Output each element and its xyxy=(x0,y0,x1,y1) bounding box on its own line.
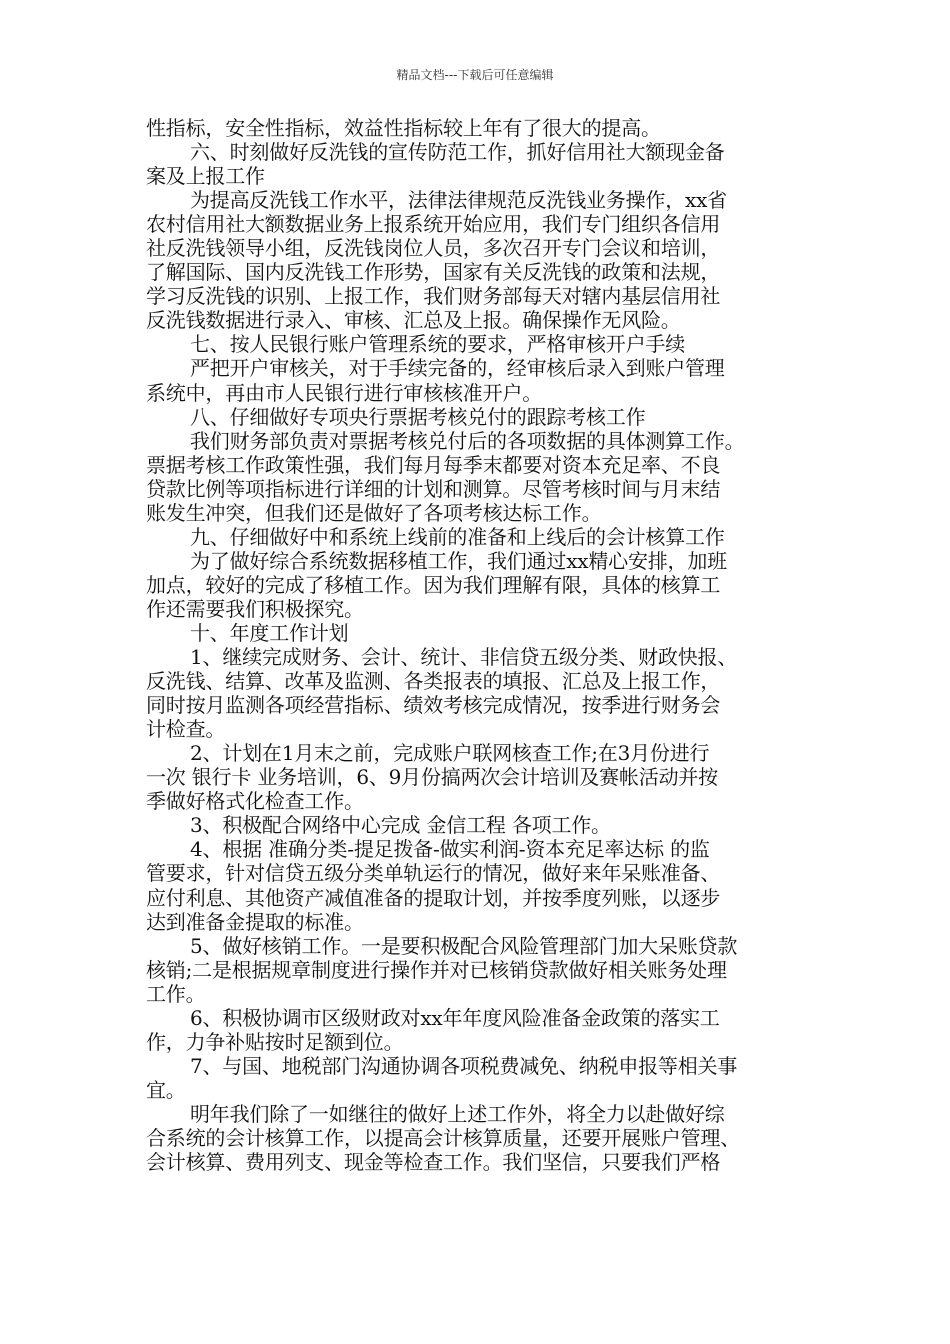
text-line: 九、仔细做好中和系统上线前的准备和上线后的会计核算工作 xyxy=(190,524,725,549)
text-line: 合系统的会计核算工作，以提高会计核算质量，还要开展账户管理、 xyxy=(146,1125,740,1150)
text-line: 宜。 xyxy=(146,1077,186,1102)
paragraph xyxy=(146,405,826,429)
paragraph xyxy=(146,429,826,525)
text-line: 明年我们除了一如继往的做好上述工作外，将全力以赴做好综 xyxy=(190,1101,725,1126)
paragraph xyxy=(146,741,826,813)
text-line: 2、计划在1月末之前，完成账户联网核查工作;在3月份进行 xyxy=(190,741,710,766)
text-line: 我们财务部负责对票据考核兑付后的各项数据的具体测算工作。 xyxy=(190,428,745,453)
text-line: 作，力争补贴按时足额到位。 xyxy=(146,1029,404,1054)
text-line: 七、按人民银行账户管理系统的要求，严格审核开户手续 xyxy=(190,332,685,357)
paragraph xyxy=(146,621,826,645)
paragraph xyxy=(146,356,826,404)
text-line: 贷款比例等项指标进行详细的计划和测算。尽管考核时间与月末结 xyxy=(146,476,721,501)
text-line: 反洗钱数据进行录入、审核、汇总及上报。确保操作无风险。 xyxy=(146,308,681,333)
text-line: 账发生冲突，但我们还是做好了各项考核达标工作。 xyxy=(146,500,602,525)
paragraph xyxy=(146,1006,826,1054)
text-line: 6、积极协调市区级财政对xx年年度风险准备金政策的落实工 xyxy=(190,1005,720,1030)
text-line: 十、年度工作计划 xyxy=(190,620,349,645)
text-line: 1、继续完成财务、会计、统计、非信贷五级分类、财政快报、 xyxy=(190,645,738,670)
text-line: 性指标，安全性指标，效益性指标较上年有了很大的提高。 xyxy=(146,116,661,140)
text-line: 核销;二是根据规章制度进行操作并对已核销贷款做好相关账务处理 xyxy=(146,957,727,982)
text-line: 八、仔细做好专项央行票据考核兑付的跟踪考核工作 xyxy=(190,404,646,429)
text-line: 农村信用社大额数据业务上报系统开始应用，我们专门组织各信用 xyxy=(146,212,721,237)
text-line: 案及上报工作 xyxy=(146,164,265,189)
text-line: 4、根据 准确分类-提足拨备-做实利润-资本充足率达标 的监 xyxy=(190,837,710,862)
document-body xyxy=(146,116,826,1174)
text-line: 反洗钱、结算、改革及监测、各类报表的填报、汇总及上报工作， xyxy=(146,669,721,694)
paragraph xyxy=(146,140,826,188)
text-line: 会计核算、费用列支、现金等检查工作。我们坚信，只要我们严格 xyxy=(146,1150,721,1175)
text-line: 同时按月监测各项经营指标、绩效考核完成情况，按季进行财务会 xyxy=(146,693,721,718)
text-line: 票据考核工作政策性强，我们每月每季末都要对资本充足率、不良 xyxy=(146,452,721,477)
paragraph xyxy=(146,934,826,1006)
text-line: 为了做好综合系统数据移植工作，我们通过xx精心安排，加班 xyxy=(190,548,727,573)
paragraph xyxy=(146,332,826,356)
text-line: 六、时刻做好反洗钱的宣传防范工作，抓好信用社大额现金备 xyxy=(190,140,725,165)
text-line: 加点，较好的完成了移植工作。因为我们理解有限，具体的核算工 xyxy=(146,572,721,597)
text-line: 了解国际、国内反洗钱工作形势，国家有关反洗钱的政策和法规， xyxy=(146,260,721,285)
text-line: 严把开户审核关，对于手续完备的，经审核后录入到账户管理 xyxy=(190,356,725,381)
text-line: 计检查。 xyxy=(146,717,226,742)
paragraph xyxy=(146,645,826,741)
text-line: 为提高反洗钱工作水平，法律法律规范反洗钱业务操作，xx省 xyxy=(190,188,727,213)
text-line: 社反洗钱领导小组，反洗钱岗位人员，多次召开专门会议和培训， xyxy=(146,236,721,261)
paragraph xyxy=(146,1054,826,1102)
page-header: 精品文档---下载后可任意编辑 xyxy=(396,68,554,82)
text-line: 7、与国、地税部门沟通协调各项税费减免、纳税申报等相关事 xyxy=(190,1053,738,1078)
paragraph xyxy=(146,1102,826,1174)
paragraph xyxy=(146,813,826,837)
text-line: 达到准备金提取的标准。 xyxy=(146,909,364,934)
paragraph xyxy=(146,116,826,140)
paragraph xyxy=(146,837,826,933)
text-line: 工作。 xyxy=(146,981,206,1006)
paragraph xyxy=(146,188,826,332)
text-line: 系统中，再由市人民银行进行审核核准开户。 xyxy=(146,380,542,405)
text-line: 作还需要我们积极探究。 xyxy=(146,596,364,621)
text-line: 5、做好核销工作。一是要积极配合风险管理部门加大呆账贷款 xyxy=(190,933,738,958)
text-line: 应付利息、其他资产减值准备的提取计划，并按季度列账，以逐步 xyxy=(146,885,721,910)
text-line: 季做好格式化检查工作。 xyxy=(146,789,364,814)
text-line: 一次 银行卡 业务培训，6、9月份搞两次会计培训及赛帐活动并按 xyxy=(146,765,718,790)
text-line: 3、积极配合网络中心完成 金信工程 各项工作。 xyxy=(190,813,611,838)
text-line: 学习反洗钱的识别、上报工作，我们财务部每天对辖内基层信用社 xyxy=(146,284,721,309)
text-line: 管要求，针对信贷五级分类单轨运行的情况，做好来年呆账准备、 xyxy=(146,861,721,886)
paragraph xyxy=(146,525,826,549)
paragraph xyxy=(146,549,826,621)
